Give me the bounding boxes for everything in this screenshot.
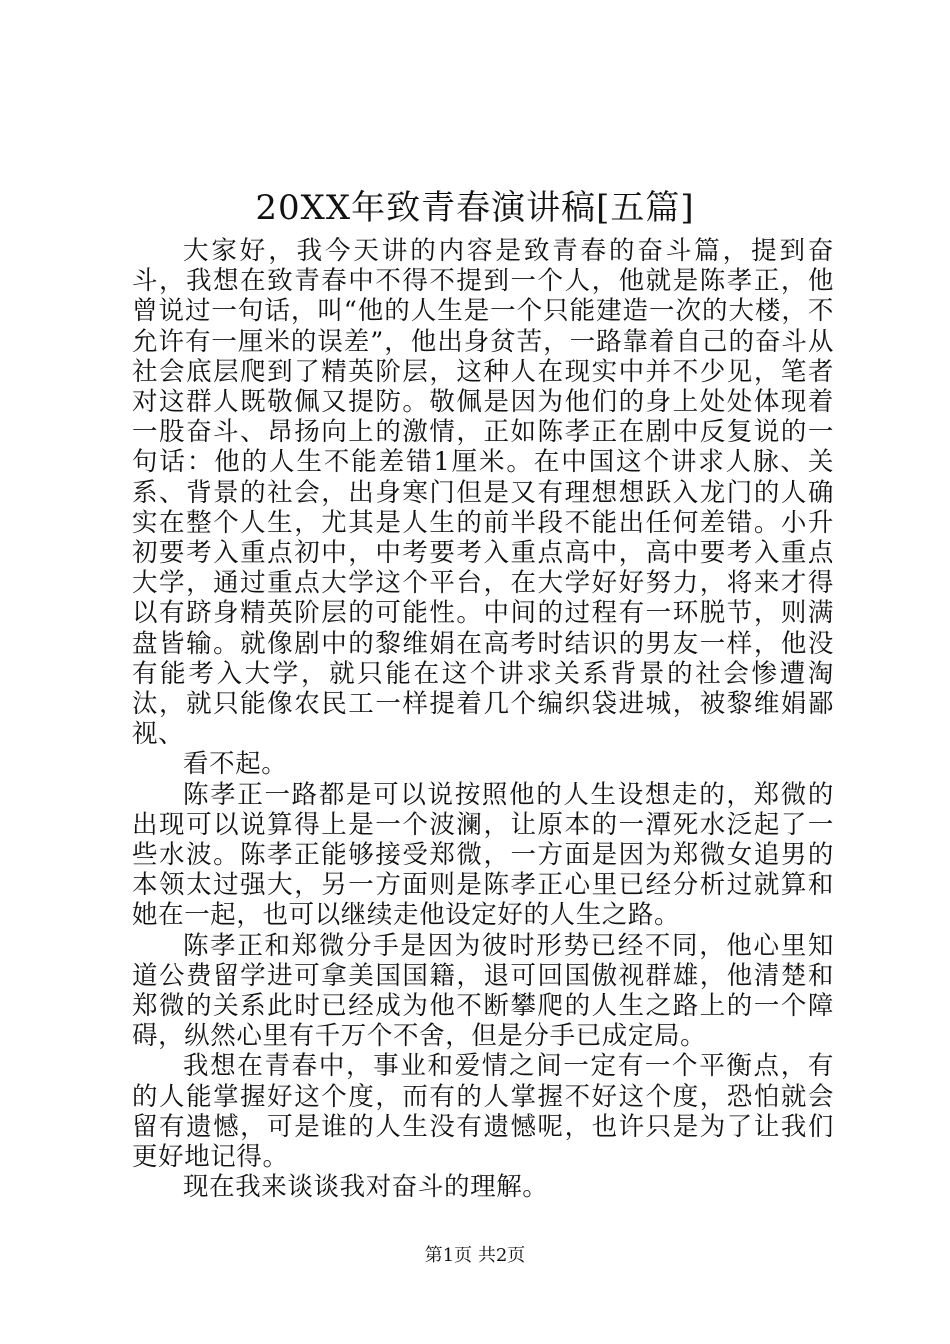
document-body <box>132 236 834 1203</box>
document-title: 20XX年致青春演讲稿[五篇] <box>255 188 695 228</box>
paragraph-1: 大家好，我今天讲的内容是致青春的奋斗篇，提到奋斗，我想在致青春中不得不提到一个人，他就是陈孝正，他曾说过一句话，叫“他的人生是一个只能建造一次的大楼，不允许有一厘米的误差”，他出身贫苦，一路靠着自己的奋斗从社会底层爬到了精英阶层，这种人在现实中并不少见，笔者对这群人既敬佩又提防。敬佩是因为他们的身上处处体现着一股奋斗、昂扬向上的激情，正如陈孝正在剧中反复说的一句话：他的人生不能差错1厘米。在中国这个讲求人脉、关系、背景的社会，出身寒门但是又有理想想跃入龙门的人确实在整个人生，尤其是人生的前半段不能出任何差错。小升初要考入重点初中，中考要考入重点高中，高中要考入重点大学，通过重点大学这个平台，在大学好好努力，将来才得以有跻身精英阶层的可能性。中间的过程有一环脱节，则满盘皆输。就像剧中的黎维娟在高考时结识的男友一样，他没有能考入大学，就只能在这个讲求关系背景的社会惨遭淘汰，就只能像农民工一样提着几个编织袋进城，被黎维娟鄙视、 <box>132 236 834 750</box>
paragraph-5: 我想在青春中，事业和爱情之间一定有一个平衡点，有的人能掌握好这个度，而有的人掌握不好这个度，恐怕就会留有遗憾，可是谁的人生没有遗憾呢，也许只是为了让我们更好地记得。 <box>132 1051 834 1173</box>
paragraph-4: 陈孝正和郑微分手是因为彼时形势已经不同，他心里知道公费留学进可拿美国国籍，退可回国傲视群雄，他清楚和郑微的关系此时已经成为他不断攀爬的人生之路上的一个障碍，纵然心里有千万个不舍，但是分手已成定局。 <box>132 930 834 1052</box>
paragraph-2: 看不起。 <box>183 749 288 780</box>
page-number-footer: 第1页 共2页 <box>424 1245 526 1266</box>
paragraph-6: 现在我来谈谈我对奋斗的理解。 <box>183 1172 549 1203</box>
paragraph-3: 陈孝正一路都是可以说按照他的人生设想走的，郑微的出现可以说算得上是一个波澜，让原本的一潭死水泛起了一些水波。陈孝正能够接受郑微，一方面是因为郑微女追男的本领太过强大，另一方面则是陈孝正心里已经分析过就算和她在一起，也可以继续走他设定好的人生之路。 <box>132 779 834 931</box>
